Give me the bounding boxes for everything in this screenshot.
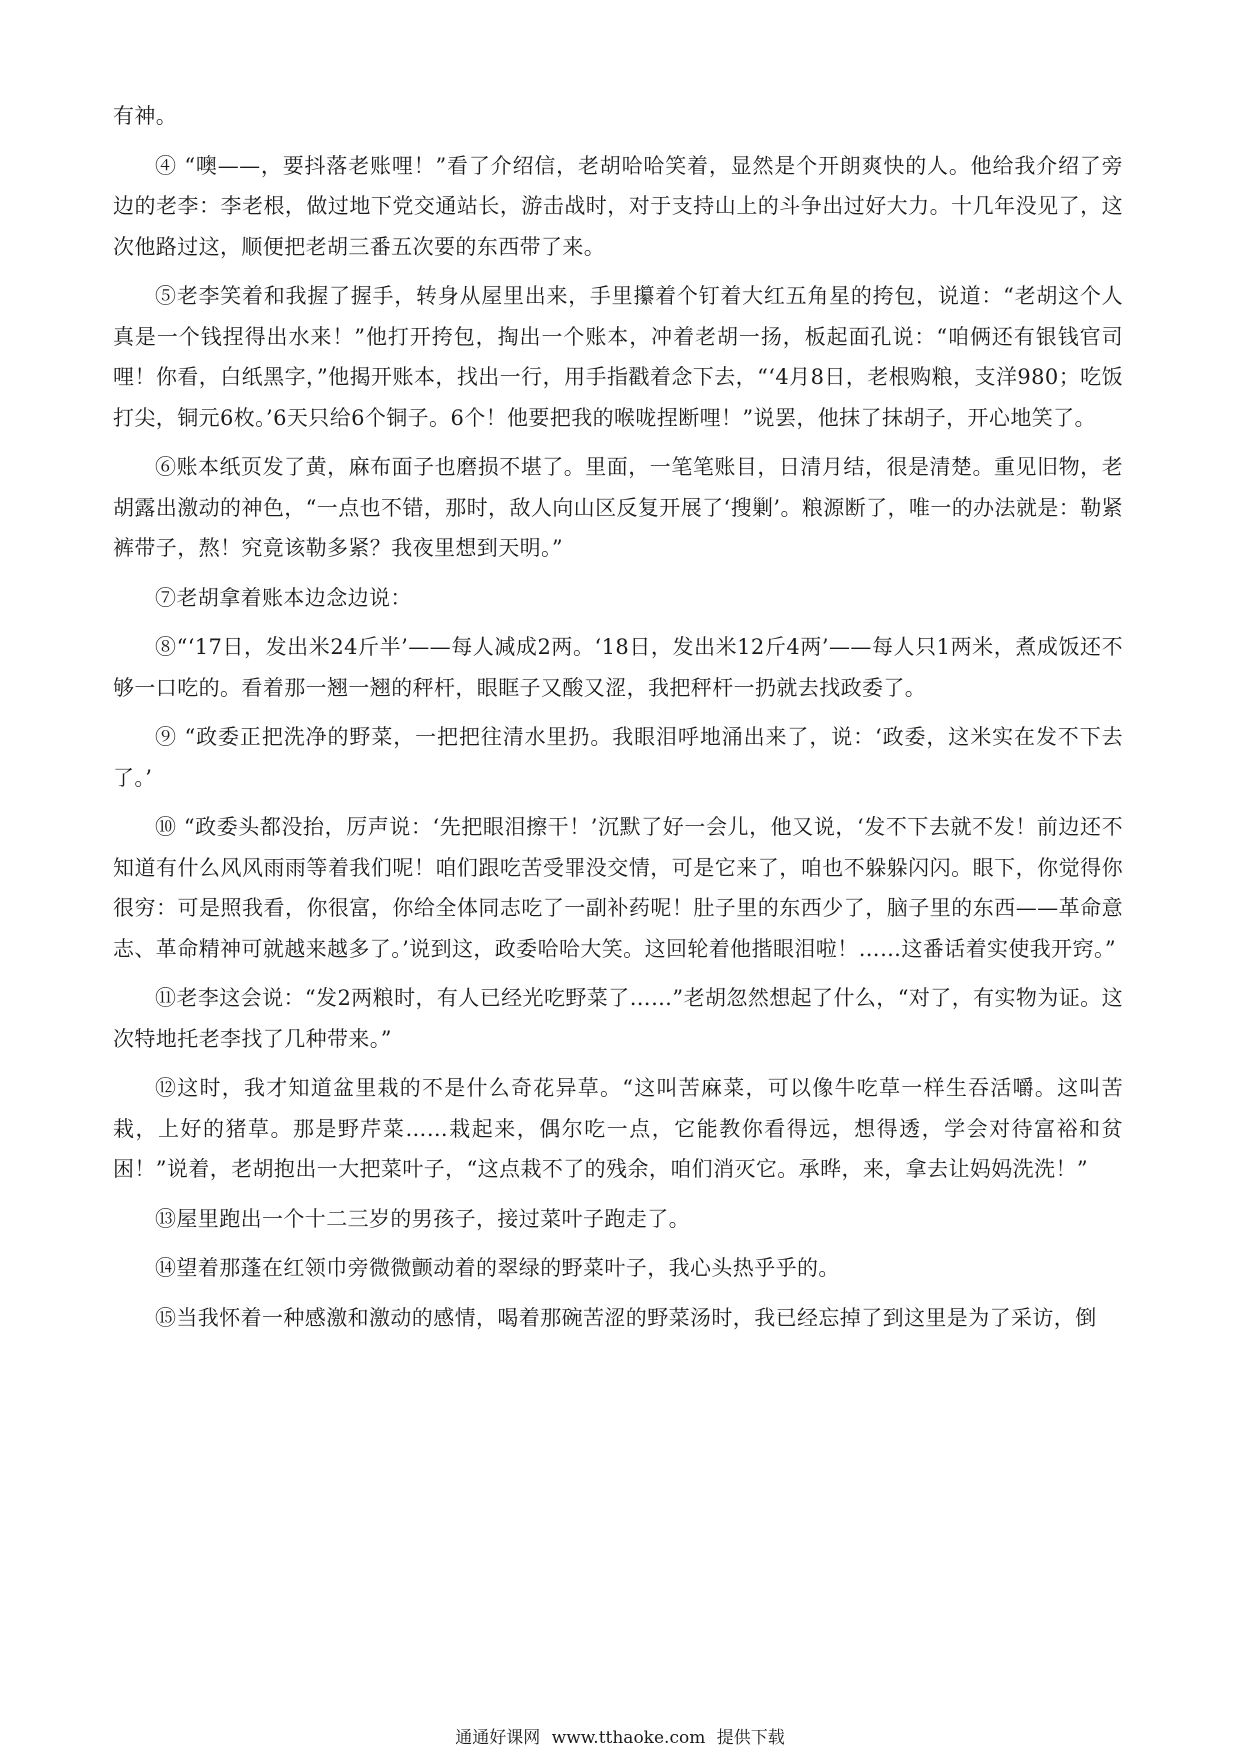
paragraph-13: ⑬屋里跑出一个十二三岁的男孩子，接过菜叶子跑走了。 <box>155 1206 690 1231</box>
paragraph-5: ⑤老李笑着和我握了握手，转身从屋里出来，手里攥着个钉着大红五角星的挎包，说道：“老胡这个人真是一个钱捏得出水来！”他打开挎包，掏出一个账本，冲着老胡一扬，板起面孔说：“咱俩还有银钱官司哩！你看，白纸黑字，”他揭开账本，找出一行，用手指戳着念下去，“‘4月8日，老根购粮，支洋980；吃饭打尖，铜元6枚。’6天只给6个铜子。6个！他要把我的喉咙捏断哩！”说罢，他抹了抹胡子，开心地笑了。 <box>113 284 1123 430</box>
paragraph-continuation: 有神。 <box>113 104 178 128</box>
paragraph-14: ⑭望着那蓬在红领巾旁微微颤动着的翠绿的野菜叶子，我心头热乎乎的。 <box>155 1256 840 1280</box>
footer-suffix: 提供下载 <box>716 1728 785 1748</box>
paragraph-10: ⑩ “政委头都没抬，厉声说：‘先把眼泪擦干！’沉默了好一会儿，他又说，‘发不下去就不发！前边还不知道有什么风风雨雨等着我们呢！咱们跟吃苦受罪没交情，可是它来了，咱也不躲躲闪闪。眼下，你觉得你很穷：可是照我看，你很富，你给全体同志吃了一副补药呢！肚子里的东西少了，脑子里的东西——革命意志、革命精神可就越来越多了。’说到这，政委哈哈大笑。这回轮着他揩眼泪啦！……这番话着实使我开窍。” <box>113 815 1123 961</box>
paragraph-7: ⑦老胡拿着账本边念边说： <box>155 585 412 610</box>
article-body <box>113 96 1123 1347</box>
paragraph-11: ⑪老李这会说：“发2两粮时，有人已经光吃野菜了……”老胡忽然想起了什么，“对了，有实物为证。这次特地托老李找了几种带来。” <box>113 986 1123 1051</box>
footer-site-url[interactable]: www.tthaoke.com <box>551 1728 706 1748</box>
paragraph-12: ⑫这时，我才知道盆里栽的不是什么奇花异草。“这叫苦麻菜，可以像牛吃草一样生吞活嚼。这叫苦栽，上好的猪草。那是野芹菜……栽起来，偶尔吃一点，它能教你看得远，想得透，学会对待富裕和贫困！”说着，老胡抱出一大把菜叶子，“这点栽不了的残余，咱们消灭它。承晔，来，拿去让妈妈洗洗！” <box>113 1076 1123 1181</box>
paragraph-9: ⑨ “政委正把洗净的野菜，一把把往清水里扔。我眼泪呼地涌出来了，说：‘政委，这米实在发不下去了。’ <box>113 725 1123 790</box>
paragraph-4: ④ “噢——，要抖落老账哩！”看了介绍信，老胡哈哈笑着，显然是个开朗爽快的人。他给我介绍了旁边的老李：李老根，做过地下党交通站长，游击战时，对于支持山上的斗争出过好大力。十几年没见了，这次他路过这，顺便把老胡三番五次要的东西带了来。 <box>113 153 1123 259</box>
paragraph-8: ⑧“‘17日，发出米24斤半’——每人减成2两。‘18日，发出米12斤4两’——每人只1两米，煮成饭还不够一口吃的。看着那一翘一翘的秤杆，眼眶子又酸又涩，我把秤杆一扔就去找政委了。 <box>113 635 1123 700</box>
page-footer <box>0 1726 1240 1750</box>
paragraph-6: ⑥账本纸页发了黄，麻布面子也磨损不堪了。里面，一笔笔账目，日清月结，很是清楚。重见旧物，老胡露出激动的神色，“一点也不错，那时，敌人向山区反复开展了‘搜剿’。粮源断了，唯一的办法就是：勒紧裤带子，熬！究竟该勒多紧？我夜里想到天明。” <box>113 455 1123 560</box>
paragraph-15: ⑮当我怀着一种感激和激动的感情，喝着那碗苦涩的野菜汤时，我已经忘掉了到这里是为了采访，倒 <box>155 1305 1097 1330</box>
footer-site-name: 通通好课网 <box>455 1728 541 1748</box>
